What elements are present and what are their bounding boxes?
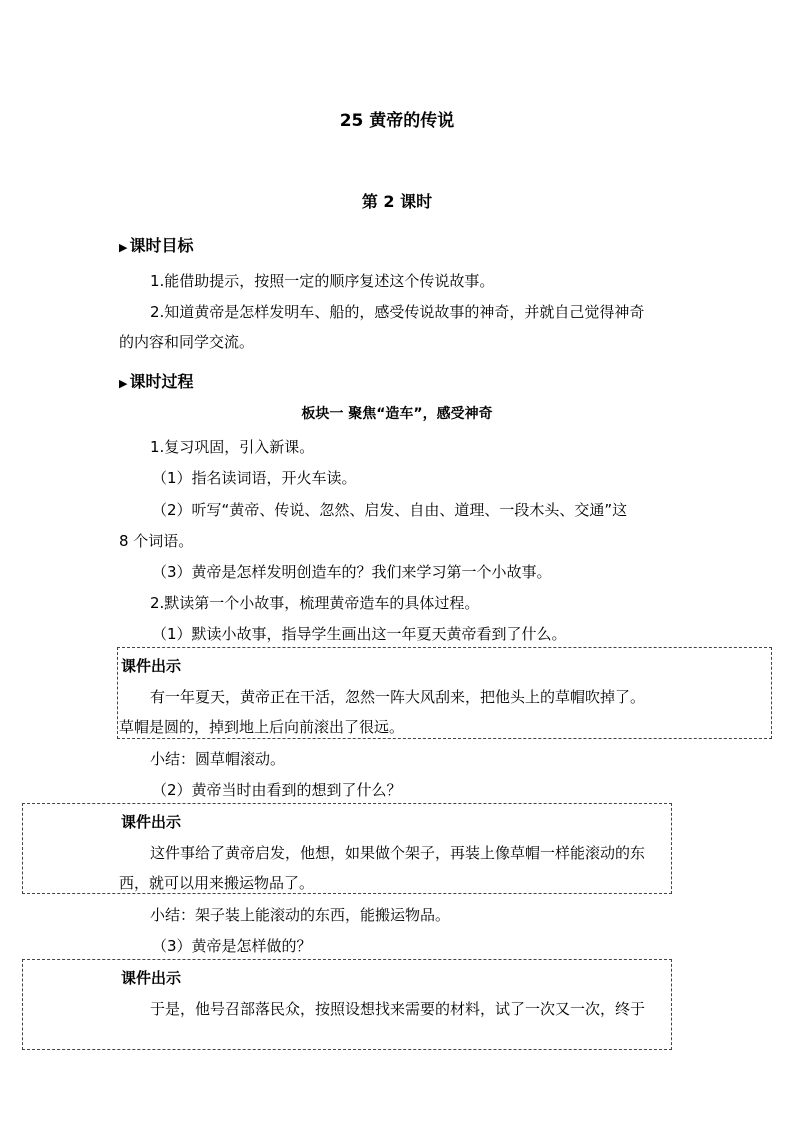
- step-item: 1.复习巩固，引入新课。: [150, 438, 315, 456]
- courseware-text: 这件事给了黄帝启发，他想，如果做个架子，再装上像草帽一样能滚动的东: [150, 844, 646, 862]
- page-title: 25 黄帝的传说: [339, 111, 455, 131]
- triangle-bullet-icon: ▶: [119, 241, 128, 254]
- summary-text: 小结：圆草帽滚动。: [150, 750, 286, 768]
- section-heading-goals: [119, 233, 193, 256]
- substep-item: （2）听写“黄帝、传说、忽然、启发、自由、道理、一段木头、交通”这: [152, 501, 628, 519]
- courseware-label: 课件出示: [121, 813, 182, 831]
- courseware-text: 西，就可以用来搬运物品了。: [119, 874, 315, 892]
- courseware-text: 有一年夏天，黄帝正在干活，忽然一阵大风刮来，把他头上的草帽吹掉了。: [150, 688, 646, 706]
- goal-item: 1.能借助提示，按照一定的顺序复述这个传说故事。: [150, 272, 495, 290]
- substep-item: （1）默读小故事，指导学生画出这一年夏天黄帝看到了什么。: [152, 625, 567, 643]
- section-heading-process: [119, 369, 193, 392]
- summary-text: 小结：架子装上能滚动的东西，能搬运物品。: [150, 906, 451, 924]
- substep-item: （3）黄帝是怎样做的？: [152, 937, 312, 955]
- courseware-label: 课件出示: [121, 657, 182, 675]
- substep-item: （2）黄帝当时由看到的想到了什么？: [152, 781, 402, 799]
- substep-item: （3）黄帝是怎样发明创造车的？我们来学习第一个小故事。: [152, 563, 552, 581]
- substep-item: （1）指名读词语，开火车读。: [152, 469, 357, 487]
- courseware-text: 草帽是圆的，掉到地上后向前滚出了很远。: [119, 718, 405, 736]
- goal-item: 2.知道黄帝是怎样发明车、船的，感受传说故事的神奇，并就自己觉得神奇: [150, 303, 645, 321]
- goal-item-continuation: 的内容和同学交流。: [119, 333, 255, 351]
- block-title: 板块一 聚焦“造车”，感受神奇: [301, 406, 493, 422]
- lesson-period: 第 2 课时: [361, 192, 433, 211]
- section-label: 课时过程: [129, 372, 194, 391]
- triangle-bullet-icon: ▶: [119, 377, 128, 390]
- courseware-label: 课件出示: [121, 969, 182, 987]
- substep-continuation: 8 个词语。: [119, 532, 194, 550]
- step-item: 2.默读第一个小故事，梳理黄帝造车的具体过程。: [150, 594, 480, 612]
- courseware-text: 于是，他号召部落民众，按照设想找来需要的材料，试了一次又一次，终于: [150, 1000, 646, 1018]
- section-label: 课时目标: [129, 236, 194, 255]
